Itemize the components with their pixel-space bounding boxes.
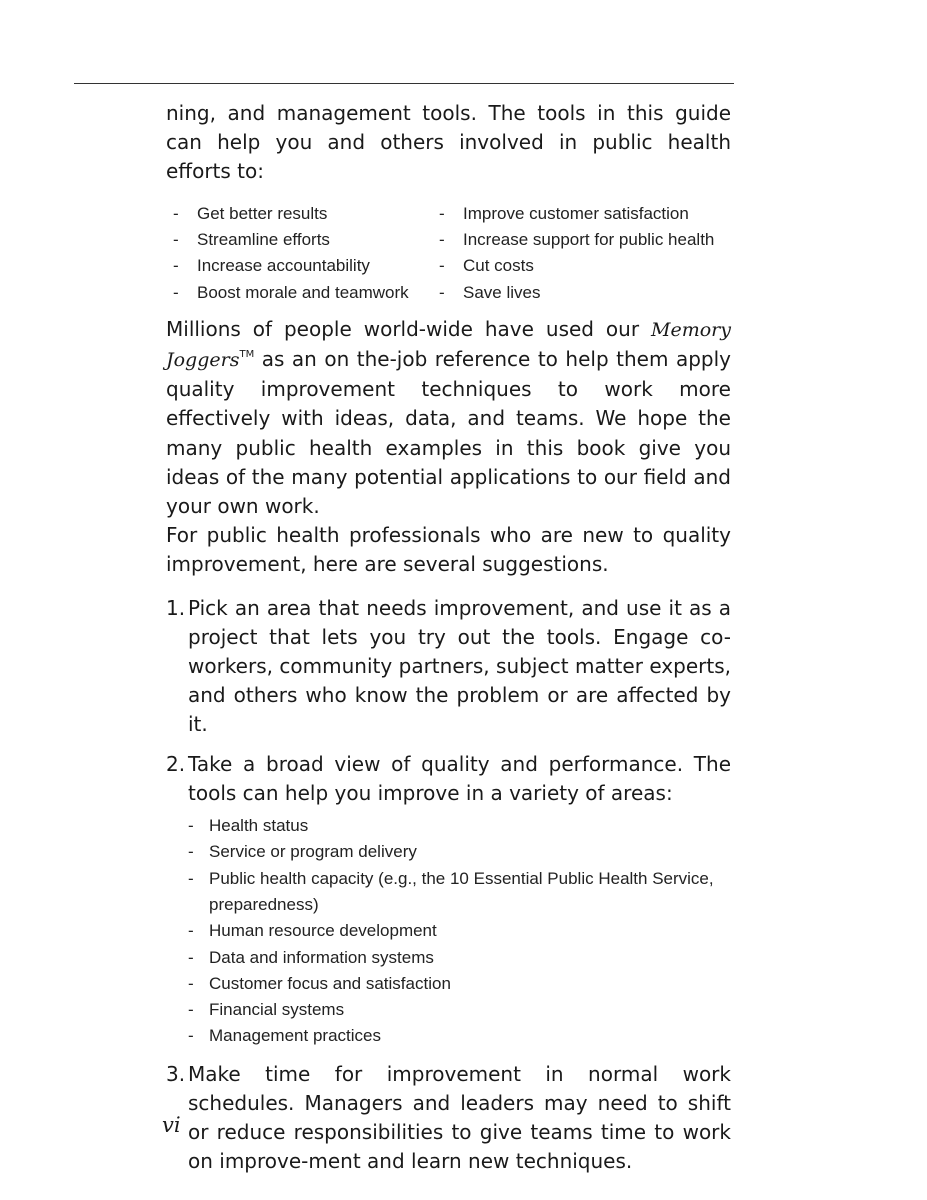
- suggestion-text: Pick an area that needs improvement, and use it as a project that lets you try out the tools. Engage co-workers, community partners, subject matter experts, and others who know the problem or are affected by it.: [188, 595, 731, 737]
- list-number: 2.: [166, 751, 186, 776]
- list-item: - Management practices: [188, 1026, 381, 1046]
- header-rule: [74, 83, 734, 84]
- benefits-list: [166, 201, 731, 306]
- list-item: - Cut costs: [439, 256, 534, 276]
- intro-paragraph: ning, and management tools. The tools in this guide can help you and others involved in public health efforts to:: [166, 101, 731, 184]
- suggestion-1: [166, 594, 731, 740]
- suggestions-list: [166, 594, 731, 1177]
- page-number: vi: [162, 1113, 181, 1137]
- suggestion-3: [166, 1060, 731, 1177]
- list-item: - Boost morale and teamwork: [173, 282, 409, 302]
- list-item: - Streamline efforts: [173, 229, 330, 249]
- list-number: 1.: [166, 595, 186, 620]
- suggestion-text: Take a broad view of quality and performance. The tools can help you improve in a variety of areas:: [188, 751, 731, 805]
- list-item: - Save lives: [439, 282, 541, 302]
- page-body: [166, 99, 731, 1177]
- list-item: - Increase support for public health: [439, 229, 715, 249]
- list-item: - Customer focus and satisfaction: [188, 973, 451, 993]
- suggestion-text: Make time for improvement in normal work schedules. Managers and leaders may need to shift or reduce responsibilities to give teams time to work on improve-ment and learn new techniques.: [188, 1061, 731, 1174]
- list-item: - Service or program delivery: [188, 842, 417, 862]
- list-item: - Get better results: [173, 203, 328, 223]
- list-item: - Public health capacity (e.g., the 10 Essential Public Health Service, preparedness): [188, 868, 714, 914]
- list-item: - Financial systems: [188, 1000, 345, 1020]
- new-to-qi-paragraph: For public health professionals who are new to quality improvement, here are several suggestions.: [166, 523, 731, 577]
- list-item: - Increase accountability: [173, 256, 370, 276]
- book-title: Memory Joggers: [166, 318, 731, 371]
- list-item: - Human resource development: [188, 921, 437, 941]
- improvement-areas-list: [188, 813, 731, 1050]
- memory-joggers-paragraph: Millions of people world-wide have used our Memory Joggers™ as an on the-job reference to help them apply quality improvement techniques to work more effectively with ideas, data, and teams. We hope the many public health examples in this book give you ideas of the many potential applications to our field and your own work.: [166, 316, 731, 519]
- list-item: - Improve customer satisfaction: [439, 203, 689, 223]
- trademark-mark: TM: [239, 349, 255, 360]
- list-number: 3.: [166, 1061, 186, 1086]
- suggestion-2: [166, 750, 731, 1050]
- list-item: - Data and information systems: [188, 947, 434, 967]
- list-item: - Health status: [188, 816, 309, 836]
